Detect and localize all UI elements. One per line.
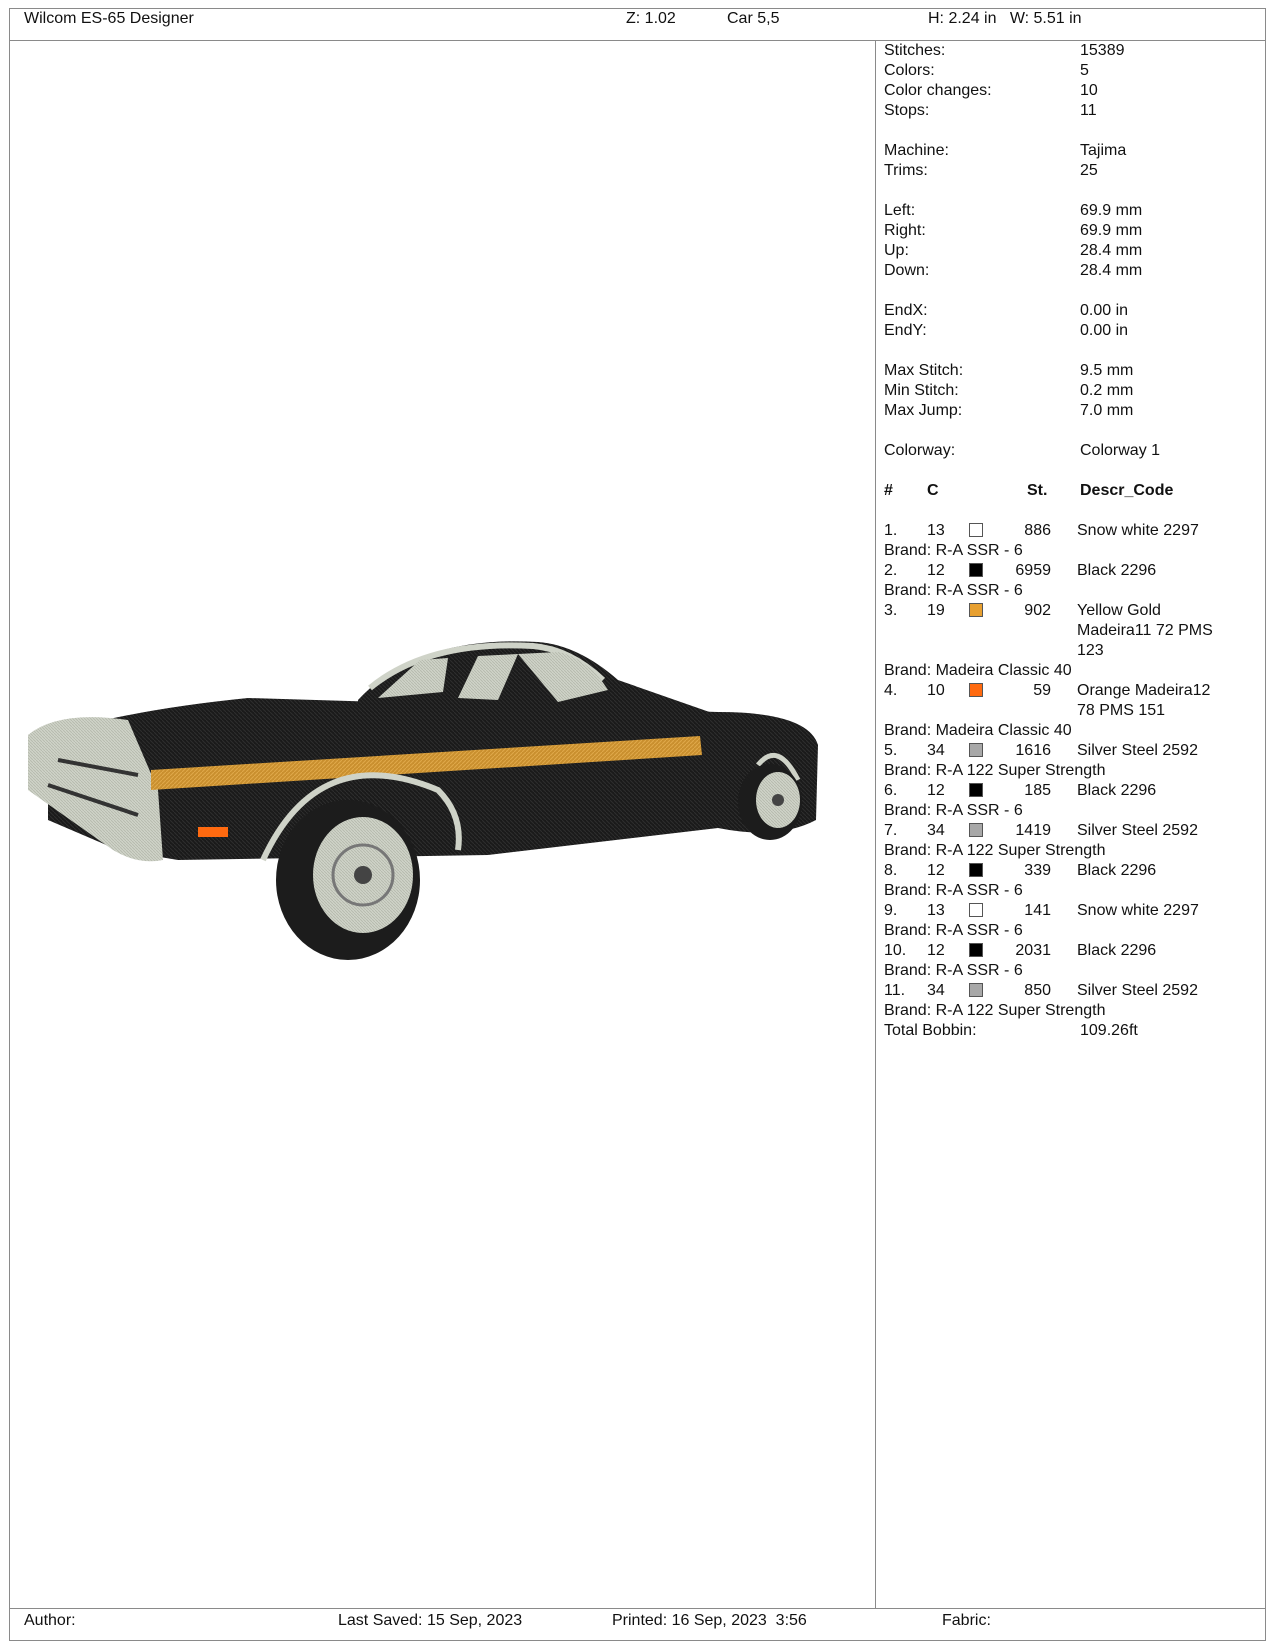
color-table (884, 521, 1264, 1021)
left-label: Left: (884, 202, 916, 219)
row-stitches: 1419 (1015, 822, 1051, 839)
endy-value: 0.00 in (1080, 322, 1129, 339)
row-color-code: 12 (927, 862, 945, 879)
header-num: # (884, 482, 893, 499)
app-title: Wilcom ES-65 Designer (24, 10, 194, 27)
row-number: 1. (884, 522, 898, 539)
row-stitches: 141 (1024, 902, 1051, 919)
color-changes-value: 10 (1080, 82, 1098, 99)
row-brand: Brand: R-A SSR - 6 (884, 582, 1023, 599)
row-description: Silver Steel 2592 (1077, 982, 1198, 999)
row-description: Snow white 2297 (1077, 902, 1199, 919)
machine-value: Tajima (1080, 142, 1127, 159)
colors-label: Colors: (884, 62, 935, 79)
total-bobbin-value: 109.26ft (1080, 1022, 1138, 1039)
fabric-field: Fabric: (942, 1612, 991, 1629)
row-brand: Brand: R-A SSR - 6 (884, 542, 1023, 559)
row-number: 10. (884, 942, 907, 959)
row-number: 4. (884, 682, 898, 699)
row-brand: Brand: R-A 122 Super Strength (884, 842, 1106, 859)
right-value: 69.9 mm (1080, 222, 1143, 239)
header-stitches: St. (1027, 482, 1048, 499)
color-table-header (884, 481, 1264, 501)
color-swatch (969, 943, 983, 957)
embroidery-car-image (18, 640, 818, 1010)
row-description: Silver Steel 2592 (1077, 742, 1198, 759)
design-info-panel (884, 41, 1264, 1041)
row-color-code: 34 (927, 822, 945, 839)
max-jump-label: Max Jump: (884, 402, 963, 419)
row-number: 8. (884, 862, 898, 879)
table-row (884, 561, 1264, 581)
min-stitch-value: 0.2 mm (1080, 382, 1134, 399)
row-number: 7. (884, 822, 898, 839)
up-value: 28.4 mm (1080, 242, 1143, 259)
table-row (884, 781, 1264, 801)
down-value: 28.4 mm (1080, 262, 1143, 279)
table-row (884, 741, 1264, 761)
total-bobbin (884, 1021, 1264, 1041)
design-preview (18, 640, 818, 1010)
max-stitch-label: Max Stitch: (884, 362, 964, 379)
max-jump-value: 7.0 mm (1080, 402, 1134, 419)
table-row (884, 681, 1264, 721)
color-swatch (969, 743, 983, 757)
color-changes-label: Color changes: (884, 82, 992, 99)
color-swatch (969, 983, 983, 997)
row-color-code: 13 (927, 522, 945, 539)
row-number: 9. (884, 902, 898, 919)
color-swatch (969, 863, 983, 877)
row-stitches: 185 (1024, 782, 1051, 799)
row-stitches: 2031 (1015, 942, 1051, 959)
row-number: 5. (884, 742, 898, 759)
endx-value: 0.00 in (1080, 302, 1129, 319)
up-label: Up: (884, 242, 909, 259)
row-description: Yellow Gold Madeira11 72 PMS 123 (1077, 602, 1213, 659)
stitches-label: Stitches: (884, 42, 946, 59)
row-number: 11. (884, 982, 906, 999)
row-brand: Brand: Madeira Classic 40 (884, 722, 1072, 739)
footer-divider (9, 1608, 1266, 1609)
row-description: Black 2296 (1077, 942, 1157, 959)
row-color-code: 12 (927, 562, 945, 579)
left-value: 69.9 mm (1080, 202, 1143, 219)
design-size: H: 2.24 in W: 5.51 in (928, 10, 1082, 27)
right-label: Right: (884, 222, 926, 239)
table-row (884, 901, 1264, 921)
stops-value: 11 (1080, 102, 1097, 119)
table-row (884, 521, 1264, 541)
row-description: Orange Madeira12 78 PMS 151 (1077, 682, 1211, 719)
row-description: Snow white 2297 (1077, 522, 1199, 539)
row-color-code: 34 (927, 742, 945, 759)
row-stitches: 886 (1024, 522, 1051, 539)
row-number: 2. (884, 562, 898, 579)
table-row (884, 821, 1264, 841)
header-code: C (927, 482, 939, 499)
row-color-code: 19 (927, 602, 945, 619)
author-field: Author: (24, 1612, 76, 1629)
row-brand: Brand: R-A SSR - 6 (884, 882, 1023, 899)
row-color-code: 34 (927, 982, 945, 999)
row-color-code: 12 (927, 942, 945, 959)
design-name: Car 5,5 (727, 10, 780, 27)
endx-label: EndX: (884, 302, 928, 319)
row-stitches: 6959 (1015, 562, 1051, 579)
row-brand: Brand: Madeira Classic 40 (884, 662, 1072, 679)
colorway-value: Colorway 1 (1080, 442, 1161, 459)
row-color-code: 12 (927, 782, 945, 799)
row-description: Black 2296 (1077, 862, 1157, 879)
color-swatch (969, 903, 983, 917)
table-row (884, 981, 1264, 1001)
color-swatch (969, 563, 983, 577)
table-row (884, 861, 1264, 881)
row-description: Silver Steel 2592 (1077, 822, 1198, 839)
color-swatch (969, 683, 983, 697)
max-stitch-value: 9.5 mm (1080, 362, 1134, 379)
header-description: Descr_Code (1080, 482, 1174, 499)
table-row (884, 941, 1264, 961)
colorway-label: Colorway: (884, 442, 956, 459)
row-brand: Brand: R-A SSR - 6 (884, 802, 1023, 819)
stops-label: Stops: (884, 102, 930, 119)
down-label: Down: (884, 262, 930, 279)
zoom-level: Z: 1.02 (626, 10, 676, 27)
row-stitches: 59 (1033, 682, 1051, 699)
row-stitches: 339 (1024, 862, 1051, 879)
last-saved: Last Saved: 15 Sep, 2023 (338, 1612, 523, 1629)
min-stitch-label: Min Stitch: (884, 382, 959, 399)
table-row (884, 601, 1264, 661)
color-swatch (969, 523, 983, 537)
row-stitches: 902 (1024, 602, 1051, 619)
row-stitches: 850 (1024, 982, 1051, 999)
row-color-code: 13 (927, 902, 945, 919)
row-brand: Brand: R-A 122 Super Strength (884, 1002, 1106, 1019)
printed-date: Printed: 16 Sep, 2023 3:56 (612, 1612, 807, 1629)
endy-label: EndY: (884, 322, 927, 339)
color-swatch (969, 823, 983, 837)
color-swatch (969, 783, 983, 797)
total-bobbin-label: Total Bobbin: (884, 1022, 977, 1039)
row-number: 3. (884, 602, 898, 619)
row-stitches: 1616 (1015, 742, 1051, 759)
row-brand: Brand: R-A 122 Super Strength (884, 762, 1106, 779)
row-brand: Brand: R-A SSR - 6 (884, 962, 1023, 979)
machine-label: Machine: (884, 142, 949, 159)
trims-label: Trims: (884, 162, 928, 179)
row-description: Black 2296 (1077, 562, 1157, 579)
row-color-code: 10 (927, 682, 945, 699)
color-swatch (969, 603, 983, 617)
row-brand: Brand: R-A SSR - 6 (884, 922, 1023, 939)
colors-value: 5 (1080, 62, 1089, 79)
row-description: Black 2296 (1077, 782, 1157, 799)
stitches-value: 15389 (1080, 42, 1125, 59)
trims-value: 25 (1080, 162, 1098, 179)
row-number: 6. (884, 782, 898, 799)
panel-divider (875, 40, 876, 1608)
